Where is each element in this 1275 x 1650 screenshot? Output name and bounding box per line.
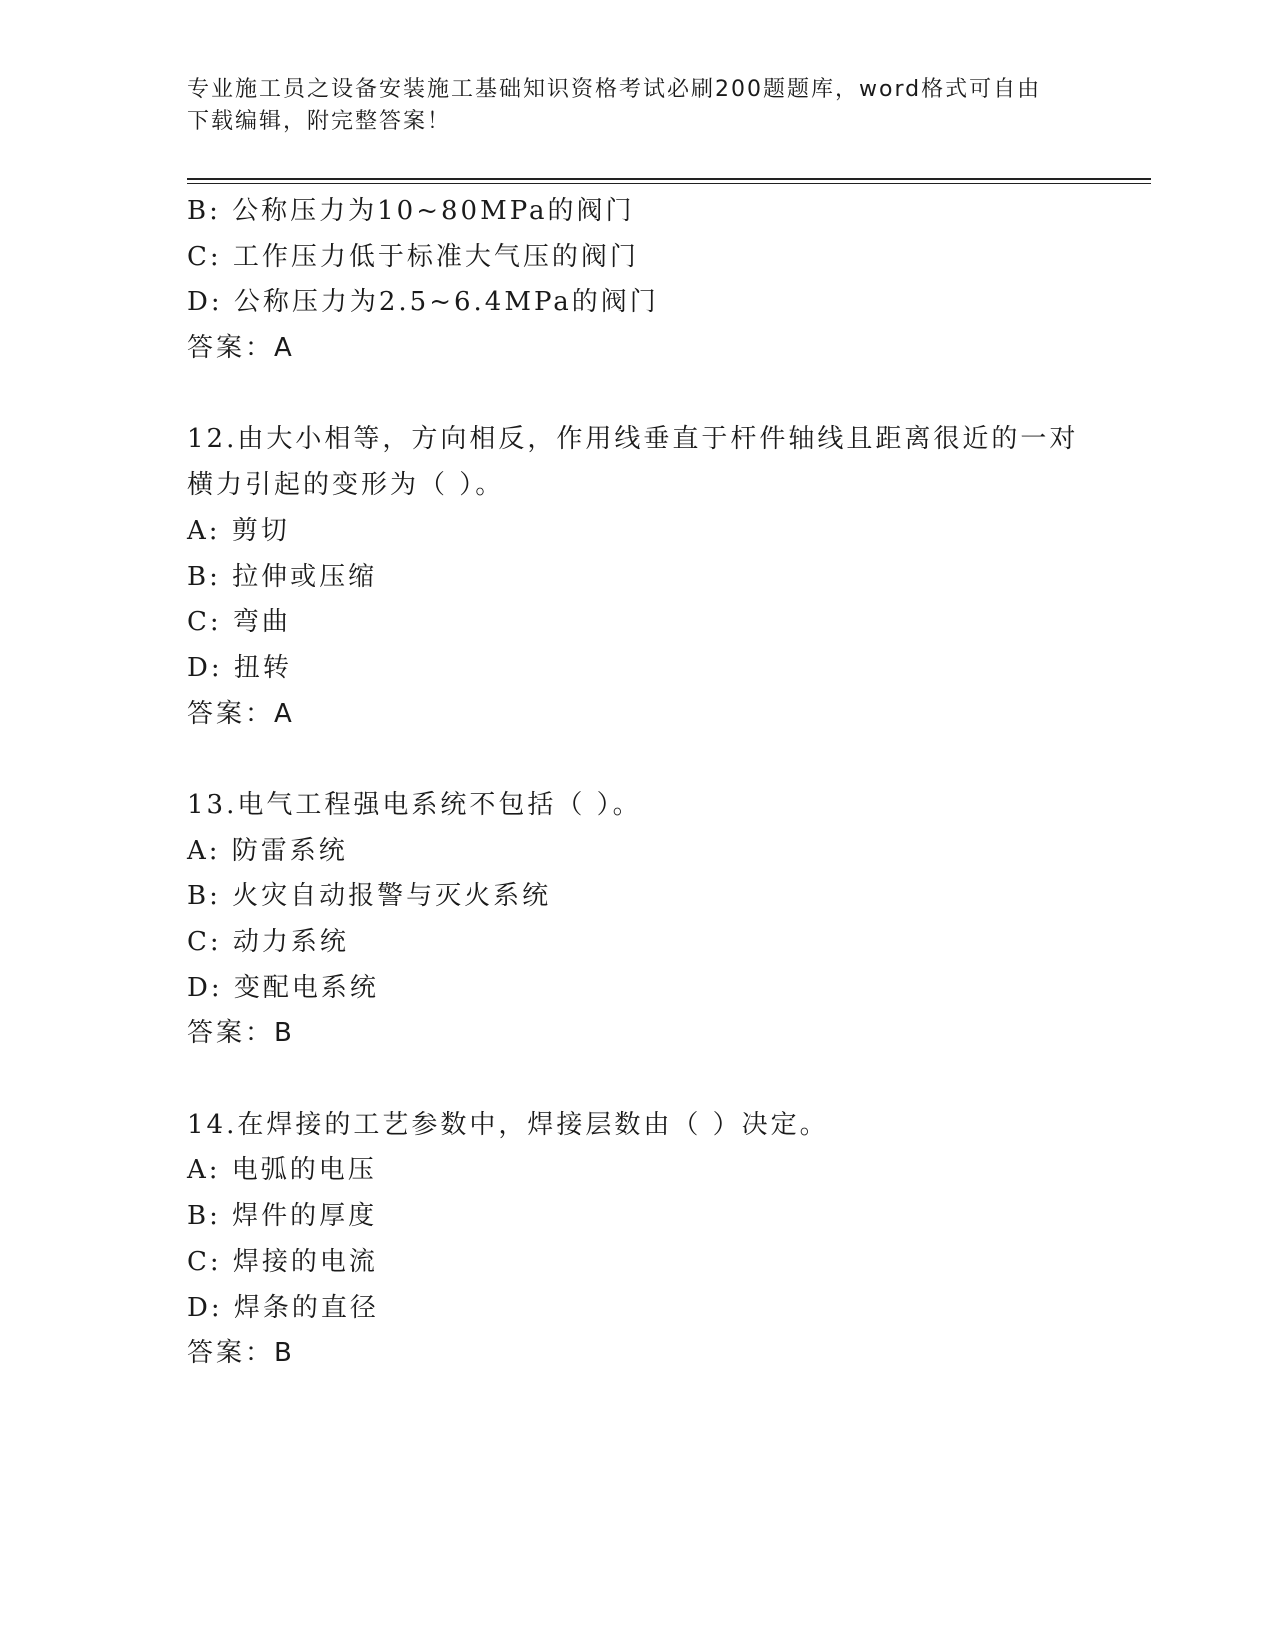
option-d: D: 焊条的直径 <box>187 1292 379 1323</box>
header-title-line-2: 下载编辑，附完整答案！ <box>187 109 452 134</box>
option-a: A: 防雷系统 <box>187 835 348 866</box>
question-14 <box>187 1103 1117 1377</box>
option-c: C: 动力系统 <box>187 927 349 957</box>
option-b: B: 火灾自动报警与灭火系统 <box>187 881 552 912</box>
question-stem: 14.在焊接的工艺参数中，焊接层数由（ ）决定。 <box>187 1109 829 1140</box>
spacer <box>187 1057 1117 1103</box>
header-divider-thick <box>187 178 1151 180</box>
option-d: D: 公称压力为2.5~6.4MPa的阀门 <box>187 287 659 318</box>
spacer <box>187 737 1117 783</box>
question-12 <box>187 417 1117 737</box>
answer: 答案：B <box>187 1338 295 1369</box>
question-stem: 13.电气工程强电系统不包括（ ）。 <box>187 789 642 820</box>
spacer <box>187 372 1117 418</box>
option-b: B: 公称压力为10~80MPa的阀门 <box>187 196 635 226</box>
header-divider-thin <box>187 183 1151 184</box>
question-13 <box>187 783 1117 1057</box>
option-c: C: 焊接的电流 <box>187 1246 378 1277</box>
answer: 答案：A <box>187 333 295 364</box>
option-d: D: 扭转 <box>187 652 292 683</box>
question-list <box>187 189 1117 1377</box>
question-stem-continued: 横力引起的变形为（ ）。 <box>187 470 505 501</box>
option-a: A: 剪切 <box>187 515 290 546</box>
option-b: B: 焊件的厚度 <box>187 1201 378 1232</box>
option-d: D: 变配电系统 <box>187 972 379 1003</box>
option-a: A: 电弧的电压 <box>187 1155 377 1186</box>
page-header <box>187 74 1087 138</box>
option-c: C: 工作压力低于标准大气压的阀门 <box>187 241 639 272</box>
answer: 答案：B <box>187 1018 295 1049</box>
question-11-continued <box>187 189 1117 372</box>
header-title-line-1: 专业施工员之设备安装施工基础知识资格考试必刷200题题库，word格式可自由 <box>187 77 1042 102</box>
option-c: C: 弯曲 <box>187 607 291 638</box>
answer: 答案：A <box>187 698 295 729</box>
option-b: B: 拉伸或压缩 <box>187 561 378 592</box>
question-stem: 12.由大小相等，方向相反，作用线垂直于杆件轴线且距离很近的一对 <box>187 424 1079 455</box>
